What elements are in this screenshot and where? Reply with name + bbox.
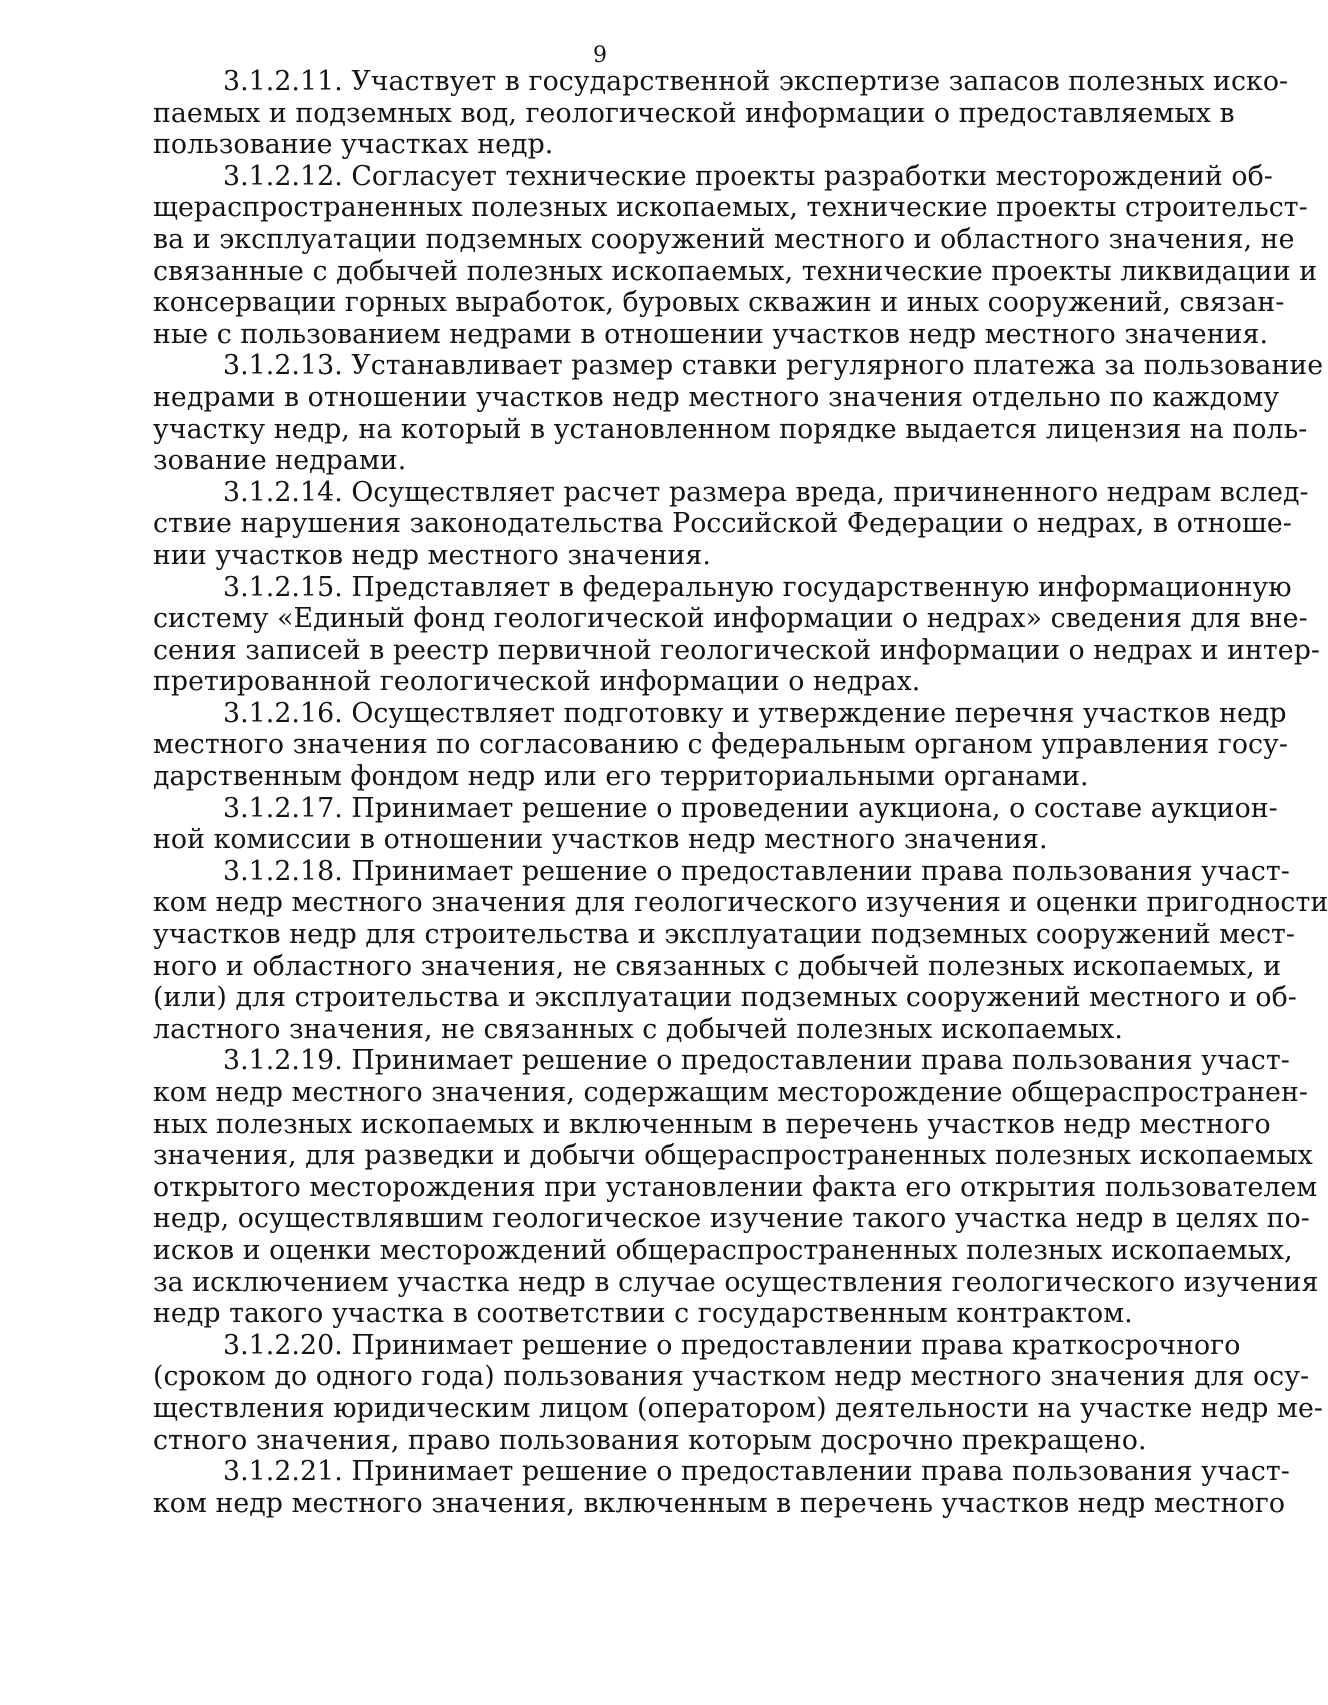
text-line: (сроком до одного года) пользования участком недр местного значения для осу-	[153, 1361, 1310, 1393]
text-line: (или) для строительства и эксплуатации подземных сооружений местного и об-	[153, 982, 1297, 1014]
text-line: зование недрами.	[153, 445, 407, 477]
text-line: недрами в отношении участков недр местного значения отдельно по каждому	[153, 381, 1280, 413]
paragraph	[153, 1329, 1323, 1456]
text-line: 3.1.2.20. Принимает решение о предоставлении права краткосрочного	[223, 1329, 1241, 1361]
paragraph	[153, 1045, 1319, 1330]
document-body	[153, 66, 1328, 1519]
text-line: ва и эксплуатации подземных сооружений местного и областного значения, не	[153, 223, 1295, 255]
text-line: ком недр местного значения для геологического изучения и оценки пригодности	[153, 887, 1328, 919]
text-line: участку недр, на который в установленном порядке выдается лицензия на поль-	[153, 413, 1308, 445]
text-line: 3.1.2.17. Принимает решение о проведении аукциона, о составе аукцион-	[223, 792, 1278, 824]
text-line: ластного значения, не связанных с добычей полезных ископаемых.	[153, 1013, 1123, 1045]
text-line: ного и областного значения, не связанных с добычей полезных ископаемых, и	[153, 950, 1282, 982]
text-line: ной комиссии в отношении участков недр местного значения.	[153, 824, 1048, 856]
text-line: связанные с добычей полезных ископаемых, технические проекты ликвидации и	[153, 255, 1318, 287]
paragraph	[153, 350, 1324, 477]
paragraph	[153, 855, 1328, 1046]
text-line: 3.1.2.21. Принимает решение о предоставлении права пользования участ-	[223, 1456, 1290, 1488]
text-line: ществления юридическим лицом (оператором) деятельности на участке недр ме-	[153, 1392, 1323, 1424]
text-line: 3.1.2.19. Принимает решение о предоставлении права пользования участ-	[223, 1045, 1290, 1077]
text-line: стного значения, право пользования которым досрочно прекращено.	[153, 1424, 1147, 1456]
text-line: ных полезных ископаемых и включенным в перечень участков недр местного	[153, 1108, 1271, 1140]
text-line: значения, для разведки и добычи общераспространенных полезных ископаемых	[153, 1140, 1313, 1172]
text-line: систему «Единый фонд геологической информации о недрах» сведения для вне-	[153, 603, 1308, 635]
paragraph	[153, 697, 1288, 793]
text-line: за исключением участка недр в случае осуществления геологического изучения	[153, 1266, 1319, 1298]
paragraph	[153, 1456, 1290, 1519]
text-line: 3.1.2.16. Осуществляет подготовку и утверждение перечня участков недр	[223, 697, 1287, 729]
text-line: пользование участках недр.	[153, 129, 554, 161]
text-line: недр, осуществлявшим геологическое изучение такого участка недр в целях по-	[153, 1203, 1310, 1235]
text-line: 3.1.2.18. Принимает решение о предоставлении права пользования участ-	[223, 855, 1290, 887]
text-line: открытого месторождения при установлении факта его открытия пользователем	[153, 1171, 1318, 1203]
paragraph	[153, 66, 1289, 161]
paragraph	[153, 571, 1321, 698]
text-line: нии участков недр местного значения.	[153, 539, 711, 571]
text-line: дарственным фондом недр или его территориальными органами.	[153, 761, 1089, 793]
text-line: 3.1.2.12. Согласует технические проекты разработки месторождений об-	[223, 160, 1273, 192]
text-line: паемых и подземных вод, геологической информации о предоставляемых в	[153, 97, 1235, 129]
text-line: ком недр местного значения, включенным в перечень участков недр местного	[153, 1487, 1286, 1519]
page-number: 9	[593, 43, 607, 68]
text-line: ные с пользованием недрами в отношении участков недр местного значения.	[153, 318, 1269, 350]
text-line: ствие нарушения законодательства Российской Федерации о недрах, в отноше-	[153, 508, 1292, 540]
text-line: консервации горных выработок, буровых скважин и иных сооружений, связан-	[153, 287, 1285, 319]
text-line: 3.1.2.15. Представляет в федеральную государственную информационную	[223, 571, 1292, 603]
text-line: ком недр местного значения, содержащим месторождение общераспространен-	[153, 1077, 1308, 1108]
text-line: недр такого участка в соответствии с государственным контрактом.	[153, 1298, 1133, 1330]
text-line: участков недр для строительства и эксплуатации подземных сооружений мест-	[153, 919, 1296, 951]
text-line: 3.1.2.14. Осуществляет расчет размера вреда, причиненного недрам вслед-	[223, 476, 1309, 508]
text-line: исков и оценки месторождений общераспространенных полезных ископаемых,	[153, 1234, 1293, 1266]
paragraph	[153, 476, 1309, 572]
text-line: 3.1.2.13. Устанавливает размер ставки регулярного платежа за пользование	[223, 350, 1324, 382]
paragraph	[153, 792, 1278, 856]
text-line: местного значения по согласованию с федеральным органом управления госу-	[153, 729, 1288, 761]
text-line: 3.1.2.11. Участвует в государственной экспертизе запасов полезных иско-	[223, 66, 1289, 97]
paragraph	[153, 160, 1318, 351]
text-line: сения записей в реестр первичной геологической информации о недрах и интер-	[153, 634, 1321, 666]
text-line: претированной геологической информации о недрах.	[153, 666, 921, 698]
text-line: щераспространенных полезных ископаемых, технические проекты строительст-	[153, 192, 1308, 224]
